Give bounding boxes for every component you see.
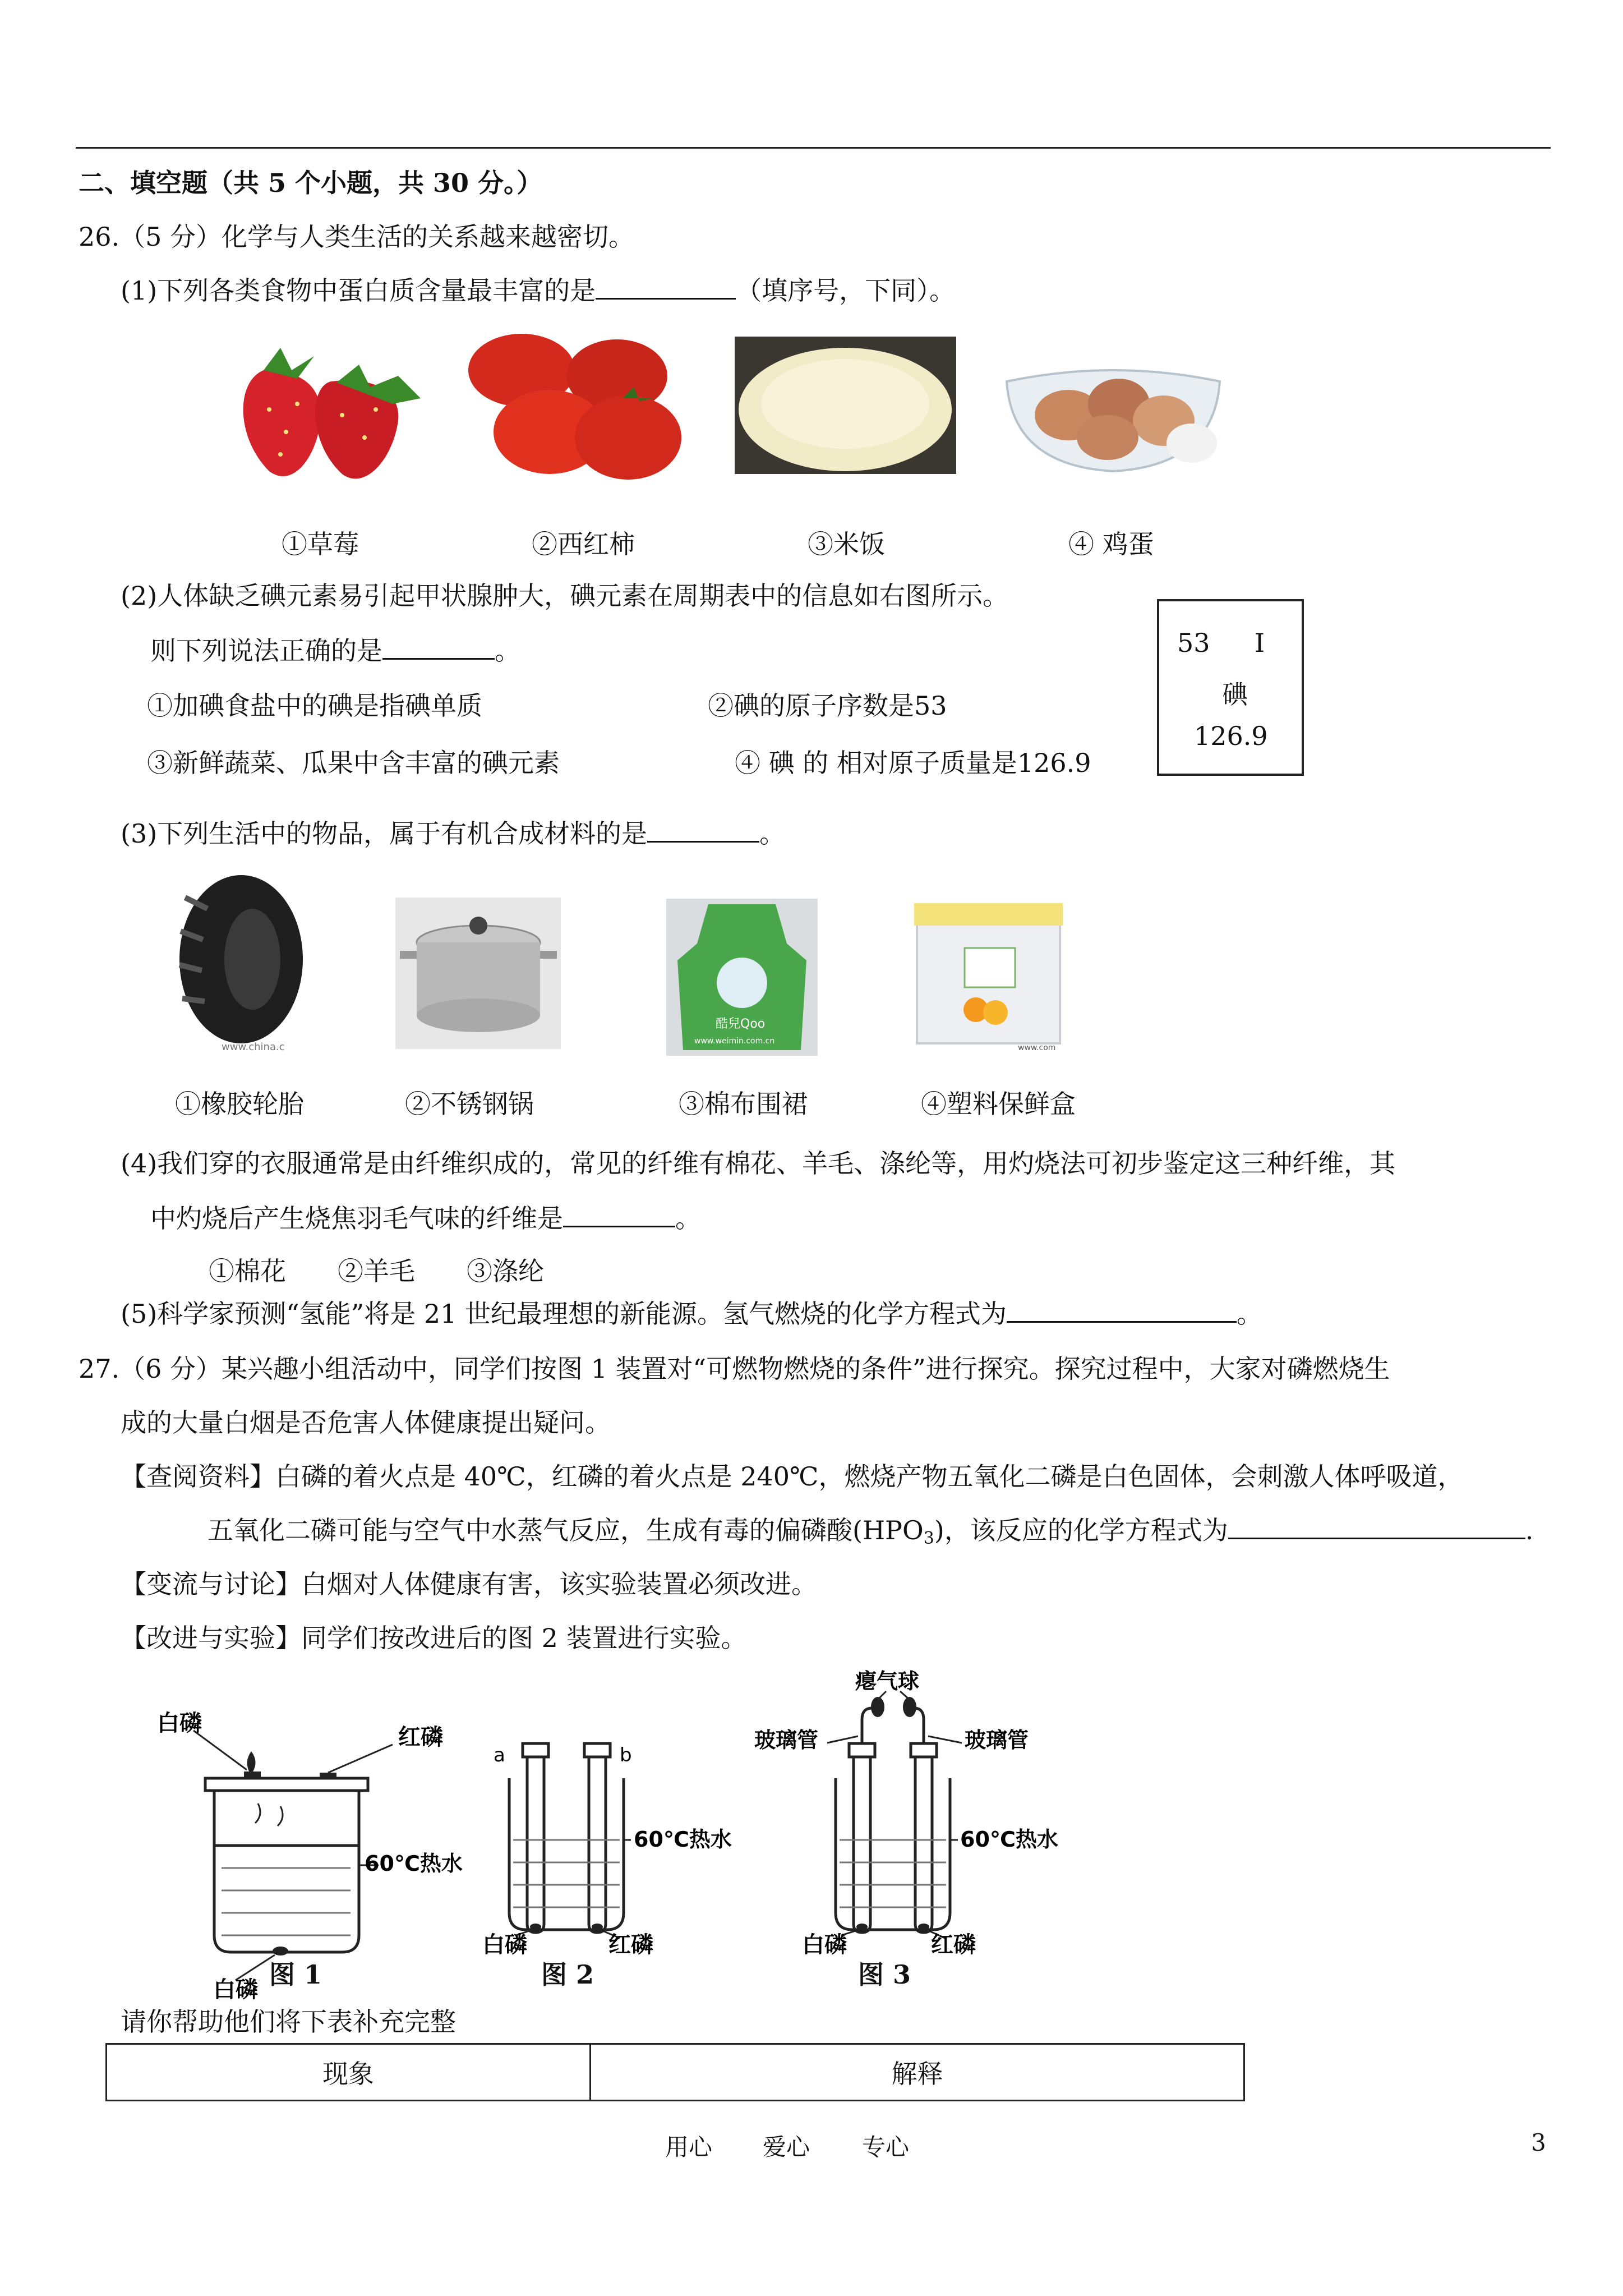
fig3-tube-right: 玻璃管: [965, 1728, 1029, 1752]
food-option-3: ③米饭: [808, 529, 885, 559]
material-option-1: ①橡胶轮胎: [175, 1089, 304, 1119]
figure-1: [151, 1700, 465, 2003]
header-rule: [76, 147, 1551, 149]
element-name: 碘: [1222, 679, 1248, 710]
fig2-water: 60℃热水: [634, 1827, 732, 1852]
answer-blank[interactable]: [563, 1203, 675, 1227]
apron-url: www.weimin.com.cn: [694, 1037, 775, 1046]
q26-stem: 26.（5 分）化学与人类生活的关系越来越密切。: [79, 222, 635, 252]
food-option-2: ②西红柿: [532, 529, 635, 559]
header-phenomenon: 现象: [107, 2044, 591, 2101]
fig3-tube-left: 玻璃管: [754, 1728, 819, 1752]
plastic-box-image: [911, 898, 1066, 1055]
tomato-image: [465, 331, 684, 482]
tire-watermark: www.china.c: [222, 1041, 285, 1053]
header-explanation: 解释: [591, 2044, 1244, 2101]
table-header-row: [107, 2044, 1244, 2101]
q27-line2: 成的大量白烟是否危害人体健康提出疑问。: [121, 1407, 611, 1438]
fig1-white-p-bottom: 白磷: [213, 1977, 258, 2003]
material-option-3: ③棉布围裙: [679, 1089, 808, 1119]
answer-blank[interactable]: [647, 818, 759, 843]
q26-p3: (3)下列生活中的物品，属于有机合成材料的是 。: [121, 818, 786, 849]
answer-blank[interactable]: [1007, 1299, 1237, 1323]
footer-text-3: 专心: [862, 2133, 910, 2161]
q26-p4-line1: (4)我们穿的衣服通常是由纤维织成的，常见的纤维有棉花、羊毛、涤纶等，用灼烧法可初步鉴定这三种纤维，其: [121, 1148, 1396, 1179]
steel-pot-image: [395, 898, 561, 1049]
fig2-label-a: a: [494, 1744, 505, 1766]
iodine-option-2: ②碘的原子序数是53: [708, 691, 947, 721]
iodine-option-4: ④ 碘 的 相对原子质量是126.9: [735, 748, 1091, 778]
q26-p5: (5)科学家预测“氢能”将是 21 世纪最理想的新能源。氢气燃烧的化学方程式为 。: [121, 1299, 1262, 1329]
fig3-balloon: 瘪气球: [855, 1669, 920, 1694]
q27-ref1: 【查阅资料】白磷的着火点是 40℃，红磷的着火点是 240℃，燃烧产物五氧化二磷是白色固体，会刺激人体呼吸道，: [121, 1461, 1464, 1492]
fig3-caption: 图 3: [858, 1959, 911, 1990]
tire-image: [168, 875, 303, 1055]
fig1-white-p-top: 白磷: [157, 1710, 202, 1736]
q27-ref2: 五氧化二磷可能与空气中水蒸气反应，生成有毒的偏磷酸$(HPO_3)$，该反应的化学方程式为 .: [208, 1515, 1534, 1548]
apron-image: [666, 899, 818, 1056]
food-option-4: ④ 鸡蛋: [1068, 529, 1154, 559]
answer-blank[interactable]: [596, 275, 736, 300]
fig2-label-b: b: [620, 1744, 632, 1766]
material-option-2: ②不锈钢锅: [405, 1089, 534, 1119]
fiber-options: ①棉花 ②羊毛 ③涤纶: [209, 1256, 544, 1286]
fig3-red-p: 红磷: [931, 1932, 976, 1958]
figure-3: [751, 1669, 1077, 1958]
answer-blank[interactable]: [382, 636, 495, 660]
fig1-caption: 图 1: [269, 1959, 322, 1990]
footer-text-2: 爱心: [763, 2133, 810, 2161]
atomic-mass: 126.9: [1194, 721, 1268, 751]
footer-text-1: 用心: [665, 2133, 713, 2161]
q27-line1: 27.（6 分）某兴趣小组活动中，同学们按图 1 装置对“可燃物燃烧的条件”进行探究。探究过程中，大家对磷燃烧生: [79, 1354, 1390, 1384]
atomic-number: 53: [1177, 628, 1210, 658]
fig2-red-p: 红磷: [608, 1932, 653, 1958]
iodine-option-1: ①加碘食盐中的碘是指碘单质: [147, 691, 482, 721]
q26-p2-line2: 则下列说法正确的是 。: [150, 636, 520, 666]
box-watermark: www.com: [1018, 1043, 1056, 1052]
fig2-caption: 图 2: [541, 1959, 594, 1990]
fig1-water: 60℃热水: [365, 1851, 463, 1876]
q27-discuss: 【变流与讨论】白烟对人体健康有害，该实验装置必须改进。: [121, 1569, 817, 1599]
strawberry-image: [230, 331, 437, 488]
egg-image: [1001, 348, 1225, 474]
fig3-water: 60℃热水: [960, 1827, 1058, 1852]
q26-p4-line2: 中灼烧后产生烧焦羽毛气味的纤维是 。: [150, 1203, 701, 1234]
q26-p1: (1)下列各类食物中蛋白质含量最丰富的是 （填序号，下同）。: [121, 275, 956, 306]
table-intro: 请你帮助他们将下表补充完整: [121, 2007, 456, 2037]
fig2-white-p: 白磷: [482, 1932, 527, 1958]
section-title: 二、填空题（共 5 个小题，共 30 分。）: [79, 168, 543, 198]
material-option-4: ④塑料保鲜盒: [921, 1089, 1076, 1119]
q27-improve: 【改进与实验】同学们按改进后的图 2 装置进行实验。: [121, 1623, 747, 1653]
food-option-1: ①草莓: [282, 529, 359, 559]
element-symbol: I: [1255, 628, 1265, 658]
iodine-element-card: [1157, 599, 1304, 776]
figure-2: [482, 1728, 746, 1958]
answer-blank[interactable]: [1228, 1515, 1525, 1539]
fig1-red-p: 红磷: [398, 1724, 443, 1750]
apron-brand: 酷兒Qoo: [716, 1017, 766, 1031]
page-number: 3: [1531, 2129, 1546, 2156]
fig3-white-p: 白磷: [802, 1932, 847, 1958]
rice-image: [735, 337, 956, 474]
observation-table: [105, 2043, 1245, 2101]
iodine-option-3: ③新鲜蔬菜、瓜果中含丰富的碘元素: [147, 748, 560, 778]
q26-p2-line1: (2)人体缺乏碘元素易引起甲状腺肿大，碘元素在周期表中的信息如右图所示。: [121, 581, 1009, 611]
